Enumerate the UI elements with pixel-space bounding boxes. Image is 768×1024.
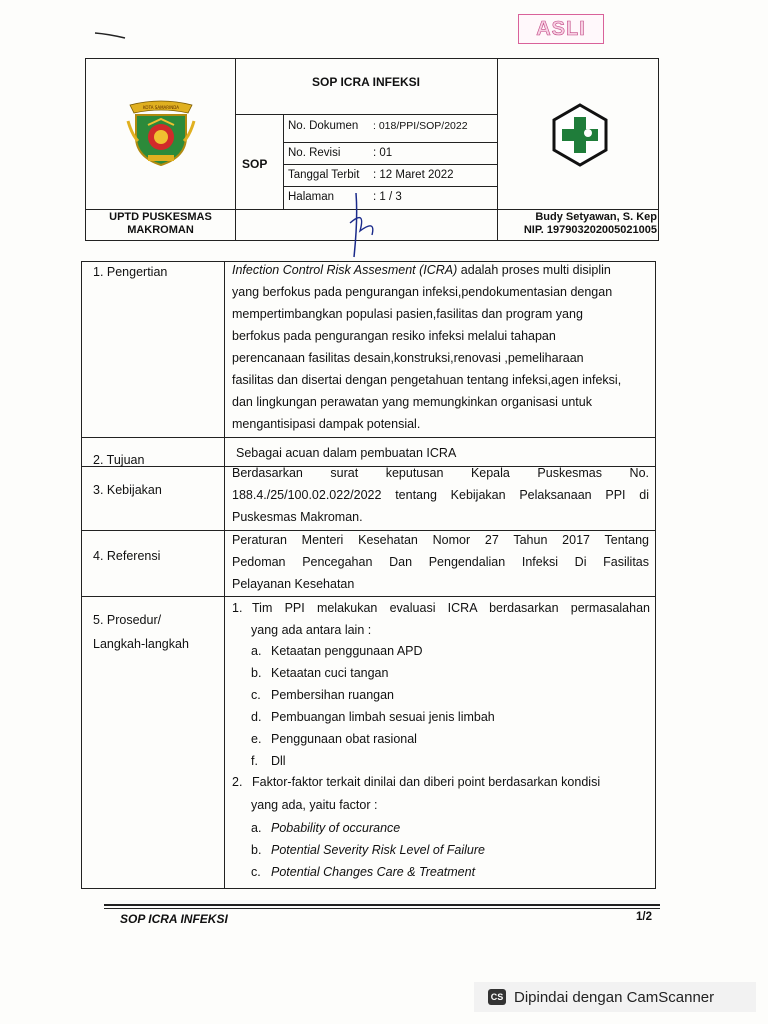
footer-page-number: 1/2 [636, 911, 652, 923]
signer-block: Budy Setyawan, S. Kep NIP. 197903202005021005 [523, 211, 657, 236]
label-pengertian: 1. Pengertian [93, 265, 168, 279]
label-referensi: 4. Referensi [93, 549, 161, 563]
footer-title: SOP ICRA INFEKSI [120, 912, 228, 926]
step1-item-d: d. Pembuangan limbah sesuai jenis limbah [251, 710, 495, 724]
asli-stamp: ASLI [518, 14, 604, 44]
text-kebijakan: Berdasarkan surat keputusan Kepala Puskesmas No. 188.4./25/100.02.022/2022 tentang Kebijakan Pelaksanaan PPI di Puskesmas Makroman. [232, 466, 649, 524]
puskesmas-plus-icon [548, 103, 612, 167]
step2-item-c: c. Potential Changes Care & Treatment [251, 865, 476, 879]
meta-value-dokumen: : 018/PPI/SOP/2022 [373, 120, 468, 132]
procedure-step-1: 1. Tim PPI melakukan evaluasi ICRA berdasarkan permasalahan [232, 601, 650, 615]
meta-label-dokumen: No. Dokumen [288, 120, 359, 132]
label-kebijakan: 3. Kebijakan [93, 483, 162, 497]
footer-rule [104, 904, 660, 906]
text-pengertian: Infection Control Risk Assesment (ICRA) adalah proses multi disiplin yang berfokus pada pengurangan infeksi,pendokumentasian dengan mempertimbangkan populasi pasien,fasilitas dan program yang berfokus pada pengurangan resiko infeksi melalui tahapan perencanaan fasilitas desain,konstruksi,renovasi ,pemeliharaan fasilitas dan disertai dengan pengetahuan tentang infeksi,agen infeksi, dan lingkungan perawatan yang memungkinkan organisasi untuk mengantisipasi dampak potensial. [232, 263, 622, 431]
sop-content-table [81, 261, 656, 889]
label-langkah: Langkah-langkah [93, 637, 189, 651]
sop-label: SOP [242, 157, 268, 171]
camscanner-watermark [474, 982, 756, 1012]
meta-value-halaman: : 1 / 3 [373, 191, 402, 203]
step2-item-b: b. Potential Severity Risk Level of Failure [251, 843, 485, 857]
camscanner-icon: CS [488, 989, 506, 1005]
signature [336, 189, 392, 259]
svg-text:KOTA SAMARINDA: KOTA SAMARINDA [143, 105, 179, 110]
step1-item-b: b. Ketaatan cuci tangan [251, 666, 389, 680]
procedure-step-1-cont: yang ada antara lain : [251, 623, 372, 637]
pen-mark [94, 30, 126, 40]
camscanner-text: Dipindai dengan CamScanner [514, 988, 715, 1006]
meta-value-tanggal: : 12 Maret 2022 [373, 169, 454, 181]
text-tujuan: Sebagai acuan dalam pembuatan ICRA [236, 446, 457, 460]
meta-label-revisi: No. Revisi [288, 147, 341, 159]
step1-item-a: a. Ketaatan penggunaan APD [251, 644, 423, 658]
step2-item-a: a. Pobability of occurance [251, 821, 401, 835]
meta-label-halaman: Halaman [288, 191, 335, 203]
step1-item-f: f. Dll [251, 754, 286, 768]
footer-rule-thin [104, 908, 660, 909]
step1-item-e: e. Penggunaan obat rasional [251, 732, 417, 746]
label-tujuan: 2. Tujuan [93, 453, 145, 467]
procedure-step-2: 2. Faktor-faktor terkait dinilai dan diberi point berdasarkan kondisi [232, 775, 601, 789]
procedure-step-2-cont: yang ada, yaitu factor : [251, 798, 378, 812]
text-referensi: Peraturan Menteri Kesehatan Nomor 27 Tahun 2017 Tentang Pedoman Pencegahan Dan Pengendalian Infeksi Di Fasilitas Pelayanan Kesehatan [232, 533, 649, 591]
step1-item-c: c. Pembersihan ruangan [251, 688, 394, 702]
samarinda-emblem-icon [126, 95, 196, 167]
meta-value-revisi: : 01 [373, 147, 393, 159]
document-title: SOP ICRA INFEKSI [311, 75, 421, 89]
label-prosedur: 5. Prosedur/ [93, 613, 162, 627]
organization-name: UPTD PUSKESMAS MAKROMAN [109, 211, 212, 236]
meta-label-tanggal: Tanggal Terbit [288, 169, 360, 181]
header-table [85, 58, 659, 241]
